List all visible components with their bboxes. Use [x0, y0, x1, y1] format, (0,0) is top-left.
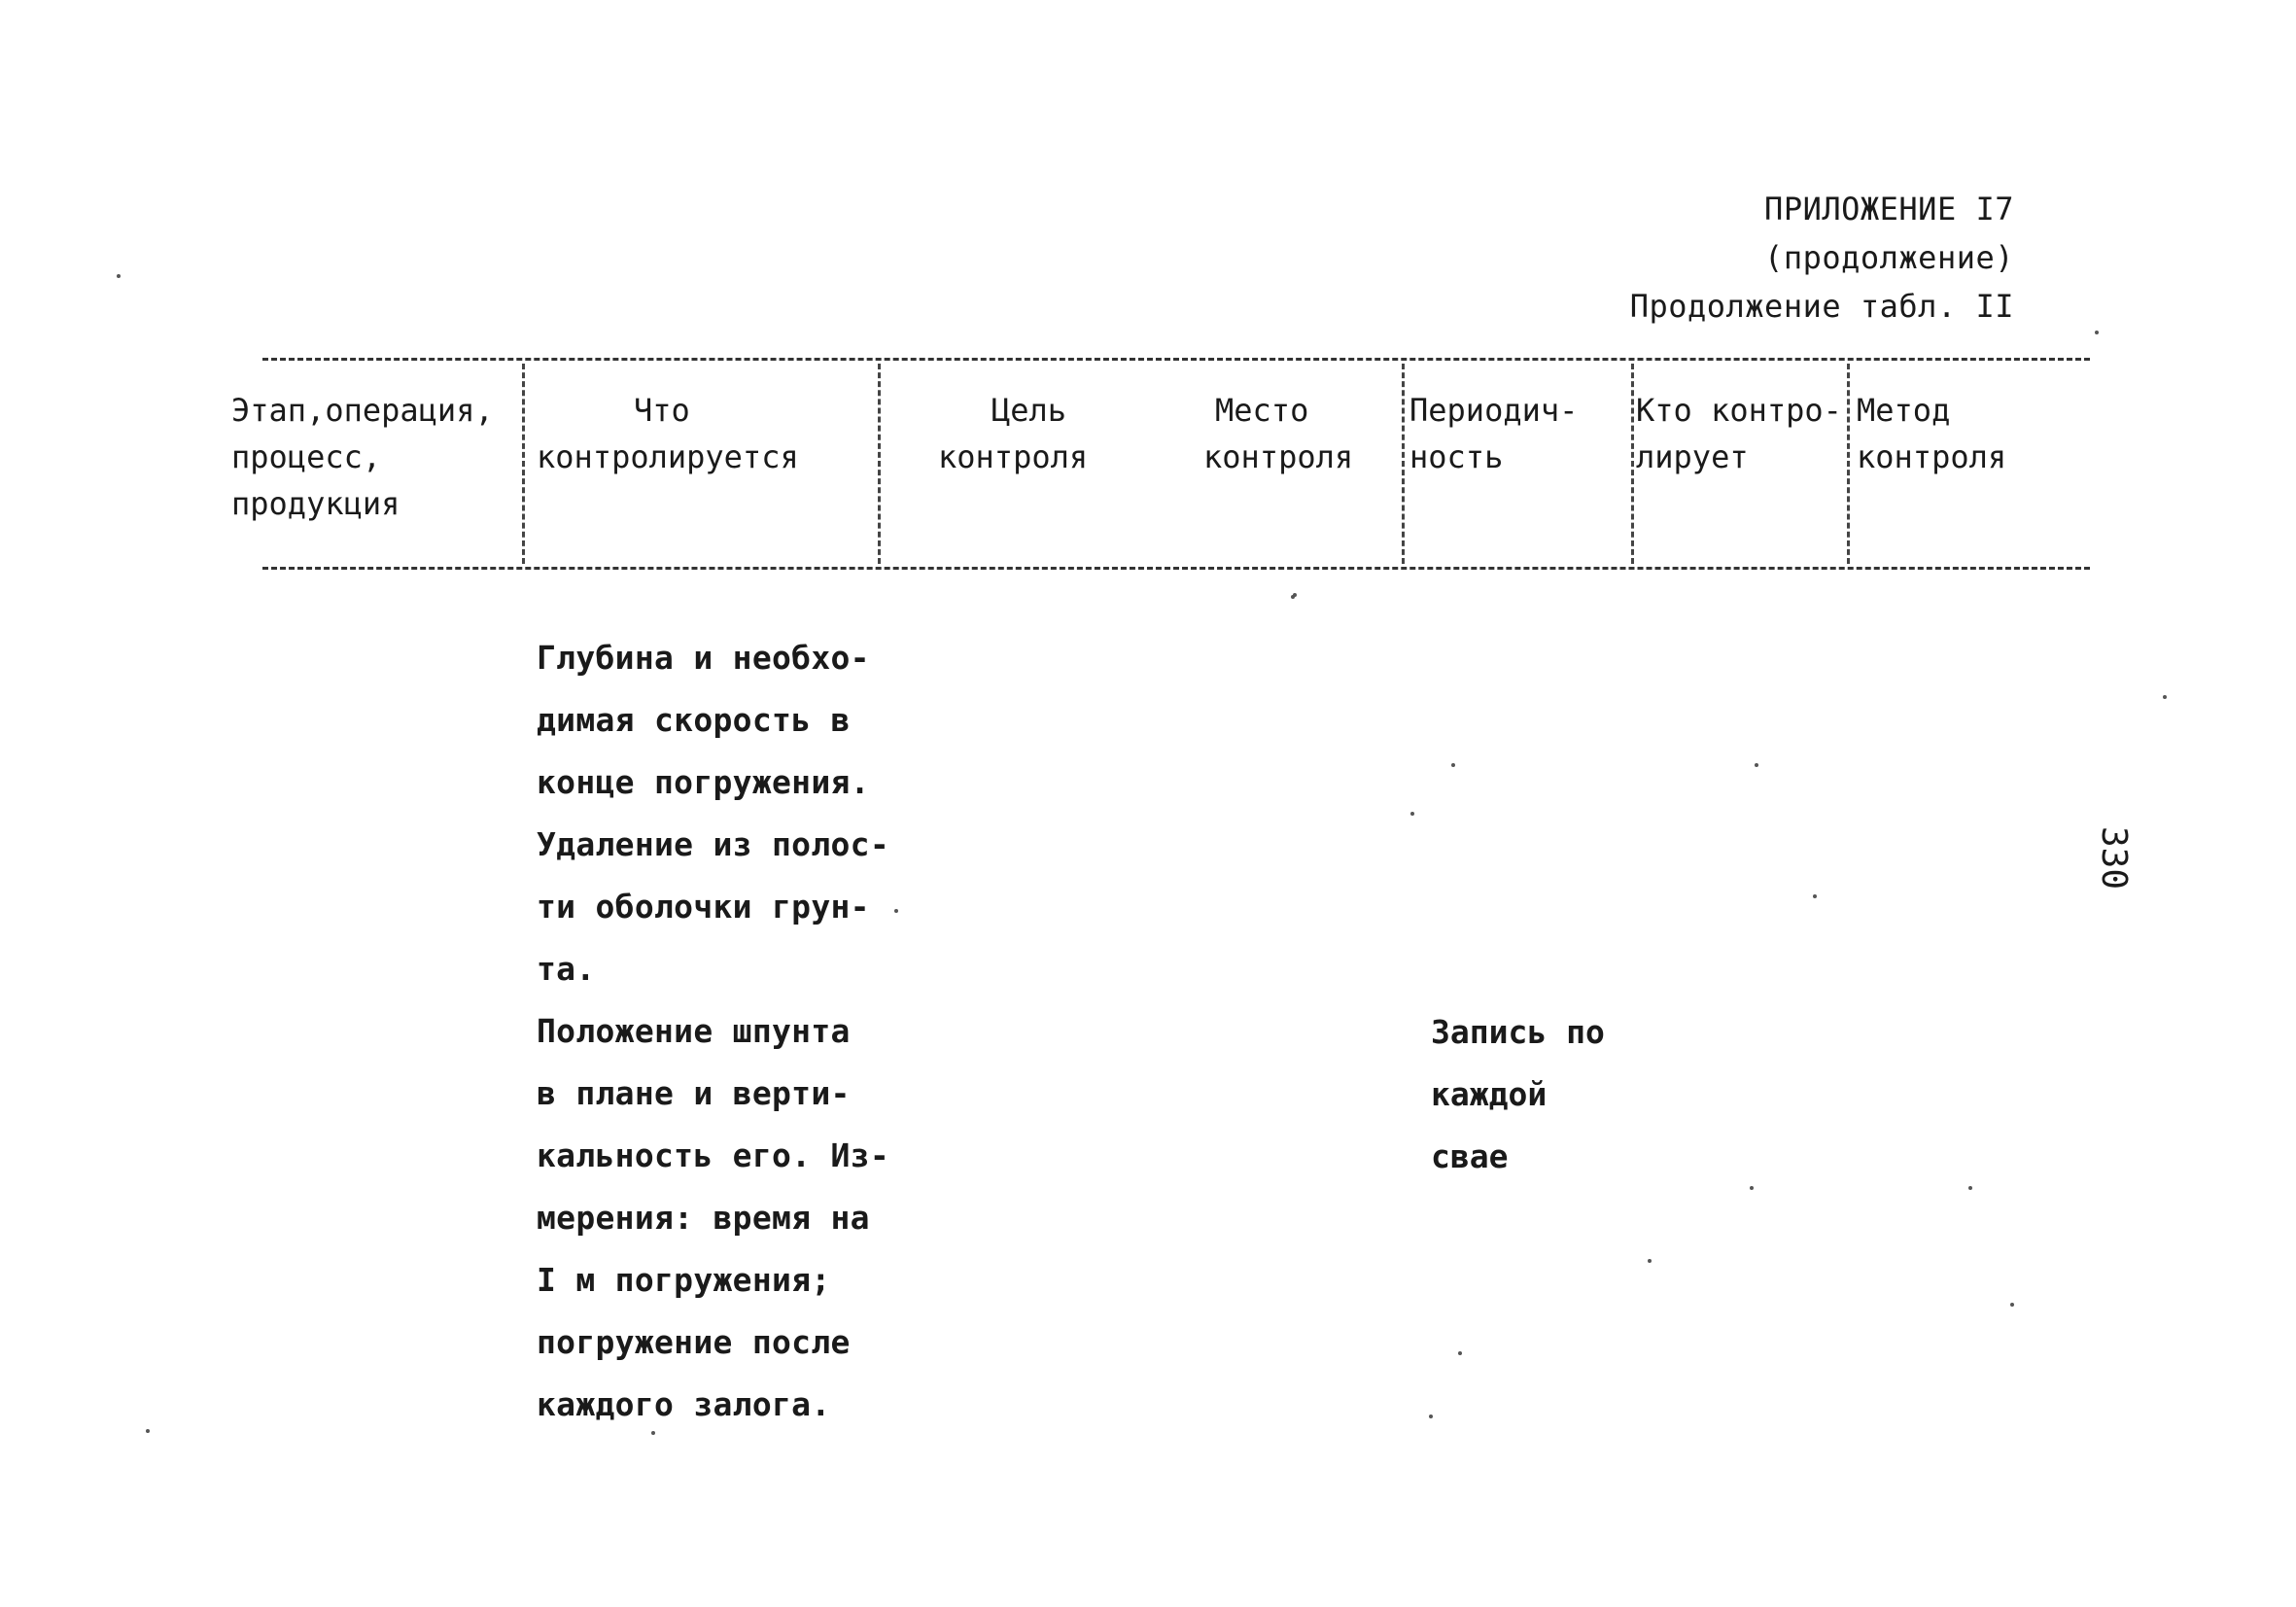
column-header-place: Место контроля [1203, 392, 1354, 475]
text-line: каждой [1431, 1075, 1548, 1113]
scan-speck [146, 1429, 150, 1433]
scan-speck [1429, 1415, 1433, 1418]
scan-speck [894, 909, 898, 913]
column-header-what: Что контролируется [537, 392, 799, 475]
table-top-rule [262, 358, 2090, 361]
column-header-purpose: Цель контроля [938, 392, 1089, 475]
scan-speck [1968, 1186, 1972, 1190]
periodicity-text [1431, 1001, 1605, 1188]
column-divider [878, 364, 881, 564]
scan-speck [117, 274, 121, 278]
scan-speck [2163, 695, 2167, 699]
text-line: Запись по [1431, 1013, 1605, 1051]
scan-speck [1293, 593, 1297, 597]
scan-speck [2095, 331, 2099, 334]
column-header-who: Кто контро- лирует [1636, 392, 1842, 475]
column-divider [1631, 364, 1634, 564]
appendix-title: ПРИЛОЖЕНИЕ I7 [1764, 191, 2014, 227]
text-line: в плане и верти- [537, 1074, 851, 1112]
text-line: Глубина и необхо- [537, 639, 870, 677]
text-line: кальность его. Из- [537, 1136, 890, 1174]
text-line: димая скорость в [537, 701, 851, 739]
text-line: ти оболочки грун- [537, 888, 870, 926]
column-header-periodicity: Периодич- ность [1409, 392, 1579, 475]
scan-speck [1410, 812, 1414, 816]
column-divider [522, 364, 525, 564]
text-line: свае [1431, 1137, 1509, 1175]
scan-speck [2010, 1303, 2014, 1307]
text-line: Удаление из полос- [537, 825, 890, 863]
table-bottom-rule [262, 567, 2090, 570]
text-line: та. [537, 950, 596, 988]
text-line: I м погружения; [537, 1261, 831, 1299]
scan-speck [1813, 894, 1817, 898]
text-line: погружение после [537, 1323, 851, 1361]
scan-speck [651, 1431, 655, 1435]
table-continuation: Продолжение табл. II [1629, 288, 2014, 325]
column-header-stage: Этап,операция, процесс, продукция [231, 392, 494, 522]
scan-speck [1458, 1351, 1462, 1355]
column-divider [1847, 364, 1850, 564]
scan-speck [1750, 1186, 1754, 1190]
scan-speck [1755, 763, 1758, 767]
what-controlled-text [537, 627, 889, 1436]
table-header [224, 358, 2090, 572]
appendix-continuation: (продолжение) [1764, 239, 2014, 276]
text-line: конце погружения. [537, 763, 870, 801]
text-line: мерения: время на [537, 1199, 870, 1237]
scan-speck [1451, 763, 1455, 767]
text-line: Положение шпунта [537, 1012, 851, 1050]
appendix-header [1630, 185, 2014, 331]
column-header-method: Метод контроля [1857, 392, 2007, 475]
page-number: 330 [2094, 826, 2134, 891]
column-divider [1402, 364, 1405, 564]
text-line: каждого залога. [537, 1385, 831, 1423]
scan-speck [1648, 1259, 1652, 1263]
